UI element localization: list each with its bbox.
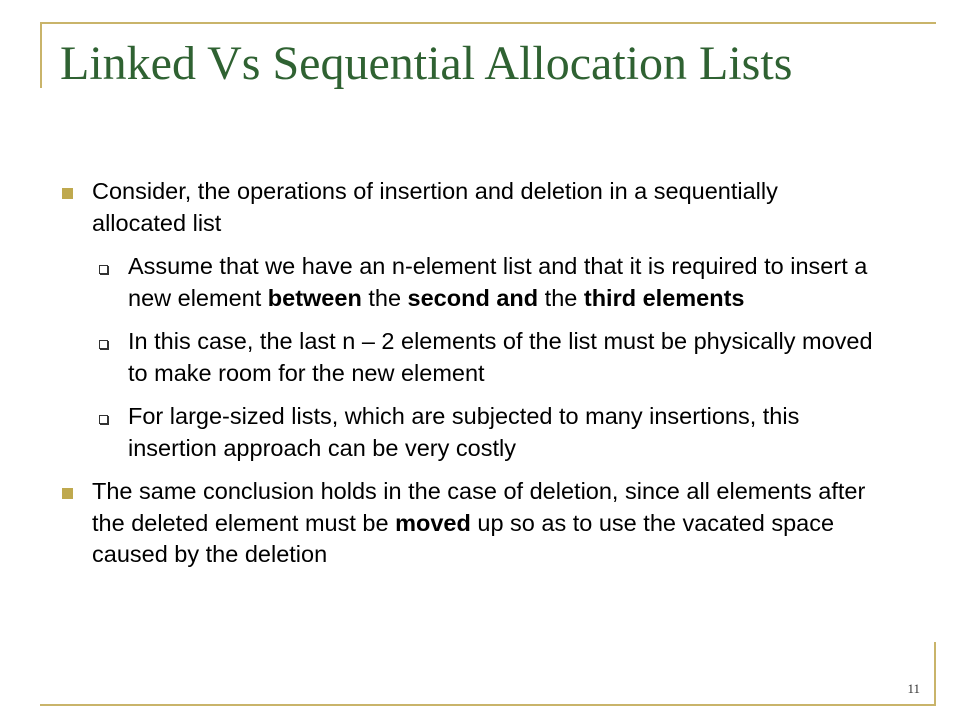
bullet-item xyxy=(0,476,872,571)
hollow-square-bullet-icon xyxy=(99,265,108,274)
slide-title: Linked Vs Sequential Allocation Lists xyxy=(60,37,793,90)
slide-body xyxy=(0,176,960,583)
bullet-bold-text: moved xyxy=(395,509,471,536)
bullet-text: Consider, the operations of insertion and deletion in a sequentially allocated list xyxy=(92,178,778,236)
bullet-bold-text: second and xyxy=(407,284,539,311)
page-number: 11 xyxy=(907,681,920,696)
slide-frame-right-line xyxy=(934,642,936,706)
bullet-item xyxy=(0,176,872,239)
slide-frame-left-line xyxy=(40,22,42,88)
sub-bullet-item xyxy=(0,251,878,314)
hollow-square-bullet-icon xyxy=(99,415,108,424)
bullet-text: For large-sized lists, which are subjected to many insertions, this insertion approach can be very costly xyxy=(128,403,800,461)
bullet-text-part: The same conclusion holds in the case of deletion, since all elements after the deleted element must be xyxy=(92,478,866,536)
square-bullet-icon xyxy=(62,188,73,199)
slide-frame-top-line xyxy=(40,22,936,24)
bullet-text-part: up so as to use the vacated space caused by the deletion xyxy=(92,509,835,567)
bullet-text-part: the xyxy=(361,284,408,311)
sub-bullet-item xyxy=(0,326,878,389)
hollow-square-bullet-icon xyxy=(99,340,108,349)
bullet-bold-text: between xyxy=(267,284,362,311)
slide-frame-bottom-line xyxy=(40,704,936,706)
square-bullet-icon xyxy=(62,488,73,499)
sub-bullet-item xyxy=(0,401,878,464)
bullet-bold-text: third elements xyxy=(583,284,745,311)
bullet-text-part: Assume that we have an n-element list and that it is required to insert a new element xyxy=(128,253,868,311)
bullet-text: In this case, the last n – 2 elements of the list must be physically moved to make room for the new element xyxy=(128,328,873,386)
bullet-text-part: the xyxy=(538,284,584,311)
